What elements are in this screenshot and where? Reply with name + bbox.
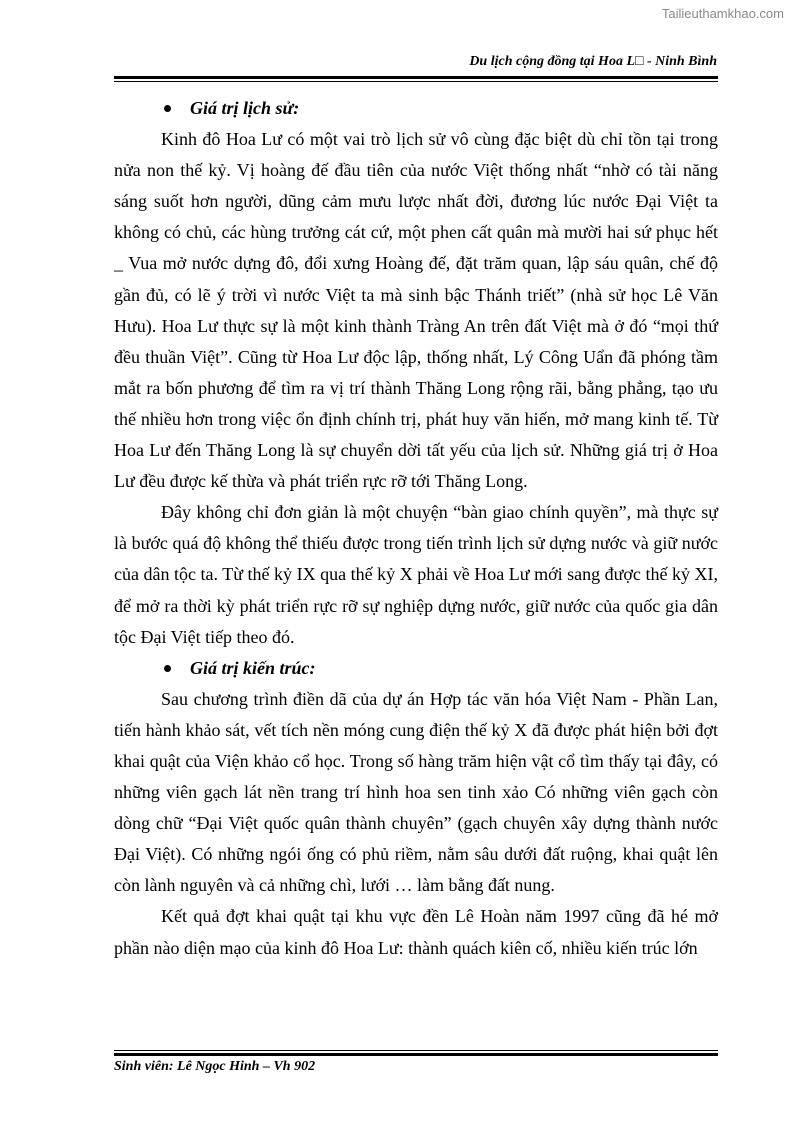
bullet-icon: [164, 665, 171, 672]
paragraph: Kết quả đợt khai quật tại khu vực đền Lê Hoàn năm 1997 cũng đã hé mở phần nào diện mạo của kinh đô Hoa Lư: thành quách kiên cố, nhiều kiến trúc lớn: [114, 906, 718, 958]
section-heading-architecture: [114, 653, 718, 684]
header-divider-thin: [114, 81, 718, 82]
heading-text: Giá trị kiến trúc:: [190, 657, 316, 678]
paragraph: Đây không chỉ đơn giản là một chuyện “bàn giao chính quyền”, mà thực sự là bước quá độ không thể thiếu được trong tiến trình lịch sử dựng nước và giữ nước của dân tộc ta. Từ thế kỷ IX qua thế kỷ X phải về Hoa Lư mới sang được thế kỷ XI, để mở ra thời kỳ phát triển rực rỡ sự nghiệp dựng nước, giữ nước của quốc gia dân tộc Đại Việt tiếp theo đó.: [114, 502, 718, 647]
paragraph: Kinh đô Hoa Lư có một vai trò lịch sử vô cùng đặc biệt dù chỉ tồn tại trong nửa non thế kỷ. Vị hoàng đế đầu tiên của nước Việt thống nhất “nhờ có tài năng sáng suốt hơn người, dũng cảm mưu lược nhất đời, đương lúc nước Đại Việt ta không có chủ, các hùng trưởng cát cứ, một phen cất quân mà mười hai sứ phục hết _ Vua mở nước dựng đô, đổi xưng Hoàng đế, đặt trăm quan, lập sáu quân, chế độ gần đủ, có lẽ ý trời vì nước Việt ta mà sinh bậc Thánh triết” (nhà sử học Lê Văn Hưu). Hoa Lư thực sự là một kinh thành Tràng An trên đất Việt mà ở đó “mọi thứ đều thuần Việt”. Cũng từ Hoa Lư độc lập, thống nhất, Lý Công Uẩn đã phóng tầm mắt ra bốn phương để tìm ra vị trí thành Thăng Long rộng rãi, bằng phẳng, tạo ưu thế nhiều hơn trong việc ổn định chính trị, phát huy văn hiến, mở mang kinh tế. Từ Hoa Lư đến Thăng Long là sự chuyển dời tất yếu của lịch sử. Những giá trị ở Hoa Lư đều được kế thừa và phát triển rực rỡ tới Thăng Long.: [114, 129, 718, 492]
bullet-icon: [164, 105, 171, 112]
footer-divider: [114, 1053, 718, 1056]
watermark-text: Tailieuthamkhao.com: [661, 6, 784, 21]
header-divider: [114, 76, 718, 79]
page-header-title: Du lịch cộng đồng tại Hoa L□ - Ninh Bình: [469, 54, 717, 69]
heading-text: Giá trị lịch sử:: [190, 98, 300, 118]
page-footer-author: Sinh viên: Lê Ngọc Hinh – Vh 902: [114, 1059, 316, 1074]
document-body: [114, 93, 718, 964]
footer-divider-thin: [114, 1050, 718, 1051]
paragraph: Sau chương trình điền dã của dự án Hợp tác văn hóa Việt Nam - Phần Lan, tiến hành khảo sát, vết tích nền móng cung điện thế kỷ X đã được phát hiện bởi đợt khai quật của Viện khảo cổ học. Trong số hàng trăm hiện vật cổ tìm thấy tại đây, có những viên gạch lát nền trang trí hình hoa sen tinh xảo Có những viên gạch còn dòng chữ “Đại Việt quốc quân thành chuyên” (gạch chuyên xây dựng thành nước Đại Việt). Có những ngói ống có phủ riềm, nằm sâu dưới đất ruộng, khai quật lên còn lành nguyên và cả những chì, lưới … làm bằng đất nung.: [114, 688, 718, 896]
section-heading-history: [114, 93, 718, 124]
